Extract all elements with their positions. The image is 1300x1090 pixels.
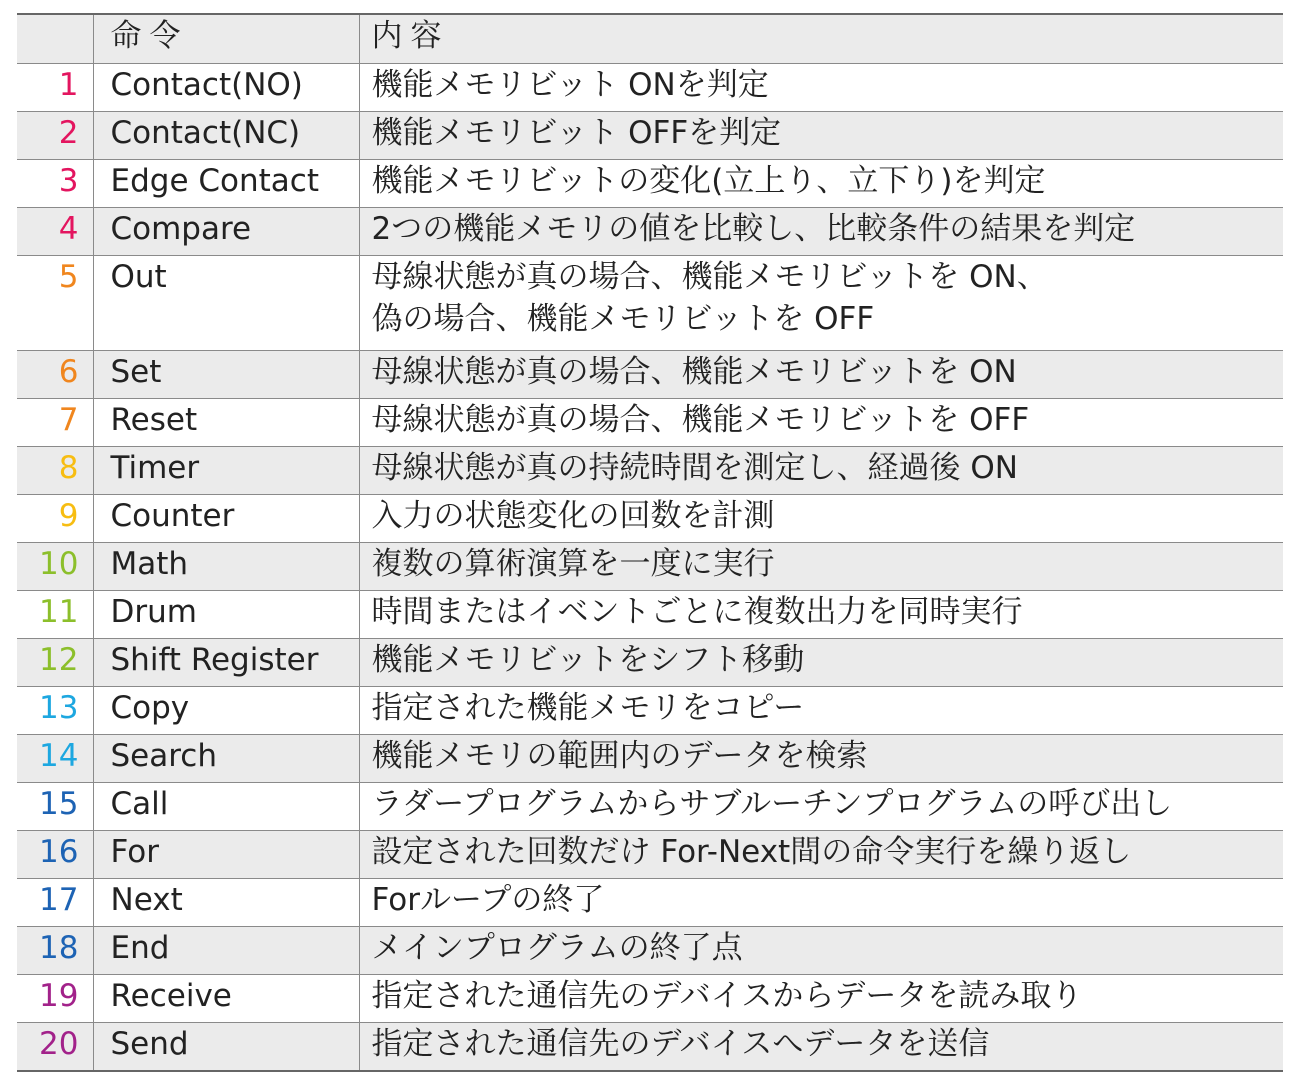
command-description: 2つの機能メモリの値を比較し、比較条件の結果を判定 bbox=[359, 208, 1283, 256]
table-row bbox=[17, 351, 1283, 399]
row-number: 18 bbox=[17, 927, 93, 975]
header-content: 内容 bbox=[359, 14, 1283, 64]
command-description: 母線状態が真の場合、機能メモリビットを ON bbox=[359, 351, 1283, 399]
row-number: 17 bbox=[17, 879, 93, 927]
command-description: 入力の状態変化の回数を計測 bbox=[359, 495, 1283, 543]
row-number: 4 bbox=[17, 208, 93, 256]
table-row bbox=[17, 543, 1283, 591]
command-name: Send bbox=[93, 1023, 359, 1071]
row-number: 19 bbox=[17, 975, 93, 1023]
command-description: 機能メモリの範囲内のデータを検索 bbox=[359, 735, 1283, 783]
command-description: 母線状態が真の持続時間を測定し、経過後 ON bbox=[359, 447, 1283, 495]
command-description: 設定された回数だけ For-Next間の命令実行を繰り返し bbox=[359, 831, 1283, 879]
command-description: 指定された通信先のデバイスからデータを読み取り bbox=[359, 975, 1283, 1023]
row-number: 11 bbox=[17, 591, 93, 639]
command-name: Edge Contact bbox=[93, 160, 359, 208]
row-number: 6 bbox=[17, 351, 93, 399]
table-row bbox=[17, 735, 1283, 783]
command-name: Counter bbox=[93, 495, 359, 543]
table-row bbox=[17, 831, 1283, 879]
command-name: Receive bbox=[93, 975, 359, 1023]
table-header-row bbox=[17, 14, 1283, 64]
command-name: Math bbox=[93, 543, 359, 591]
row-number: 7 bbox=[17, 399, 93, 447]
table-row bbox=[17, 64, 1283, 112]
command-description: 指定された通信先のデバイスへデータを送信 bbox=[359, 1023, 1283, 1071]
command-description: 複数の算術演算を一度に実行 bbox=[359, 543, 1283, 591]
header-command: 命令 bbox=[93, 14, 359, 64]
row-number: 15 bbox=[17, 783, 93, 831]
command-description: 母線状態が真の場合、機能メモリビットを ON、 偽の場合、機能メモリビットを OFF bbox=[359, 256, 1283, 351]
command-description: 機能メモリビット OFFを判定 bbox=[359, 112, 1283, 160]
command-description: 機能メモリビットをシフト移動 bbox=[359, 639, 1283, 687]
command-name: Contact(NO) bbox=[93, 64, 359, 112]
row-number: 16 bbox=[17, 831, 93, 879]
command-name: Reset bbox=[93, 399, 359, 447]
table-row bbox=[17, 1023, 1283, 1071]
table-row bbox=[17, 447, 1283, 495]
command-name: End bbox=[93, 927, 359, 975]
command-description: メインプログラムの終了点 bbox=[359, 927, 1283, 975]
table-row bbox=[17, 591, 1283, 639]
command-name: Set bbox=[93, 351, 359, 399]
command-description: Forループの終了 bbox=[359, 879, 1283, 927]
row-number: 10 bbox=[17, 543, 93, 591]
command-name: Shift Register bbox=[93, 639, 359, 687]
command-description: 指定された機能メモリをコピー bbox=[359, 687, 1283, 735]
command-table bbox=[17, 13, 1283, 1072]
table-row bbox=[17, 639, 1283, 687]
table-row bbox=[17, 783, 1283, 831]
command-name: Next bbox=[93, 879, 359, 927]
command-name: Copy bbox=[93, 687, 359, 735]
command-description: 機能メモリビットの変化(立上り、立下り)を判定 bbox=[359, 160, 1283, 208]
command-name: Search bbox=[93, 735, 359, 783]
table-row bbox=[17, 399, 1283, 447]
header-number-cell bbox=[17, 14, 93, 64]
command-name: Contact(NC) bbox=[93, 112, 359, 160]
command-description: ラダープログラムからサブルーチンプログラムの呼び出し bbox=[359, 783, 1283, 831]
row-number: 13 bbox=[17, 687, 93, 735]
command-description: 母線状態が真の場合、機能メモリビットを OFF bbox=[359, 399, 1283, 447]
row-number: 14 bbox=[17, 735, 93, 783]
table-row bbox=[17, 208, 1283, 256]
row-number: 1 bbox=[17, 64, 93, 112]
table-row bbox=[17, 879, 1283, 927]
command-name: Timer bbox=[93, 447, 359, 495]
row-number: 8 bbox=[17, 447, 93, 495]
command-description: 機能メモリビット ONを判定 bbox=[359, 64, 1283, 112]
row-number: 9 bbox=[17, 495, 93, 543]
command-name: Drum bbox=[93, 591, 359, 639]
command-description: 時間またはイベントごとに複数出力を同時実行 bbox=[359, 591, 1283, 639]
table-row bbox=[17, 927, 1283, 975]
table-row bbox=[17, 160, 1283, 208]
table-row bbox=[17, 256, 1283, 351]
command-name: Call bbox=[93, 783, 359, 831]
table-row bbox=[17, 975, 1283, 1023]
table-row bbox=[17, 112, 1283, 160]
table-row bbox=[17, 495, 1283, 543]
command-name: For bbox=[93, 831, 359, 879]
row-number: 2 bbox=[17, 112, 93, 160]
command-table-sheet bbox=[17, 13, 1283, 1072]
command-name: Compare bbox=[93, 208, 359, 256]
command-name: Out bbox=[93, 256, 359, 351]
row-number: 20 bbox=[17, 1023, 93, 1071]
row-number: 12 bbox=[17, 639, 93, 687]
row-number: 5 bbox=[17, 256, 93, 351]
table-row bbox=[17, 687, 1283, 735]
row-number: 3 bbox=[17, 160, 93, 208]
